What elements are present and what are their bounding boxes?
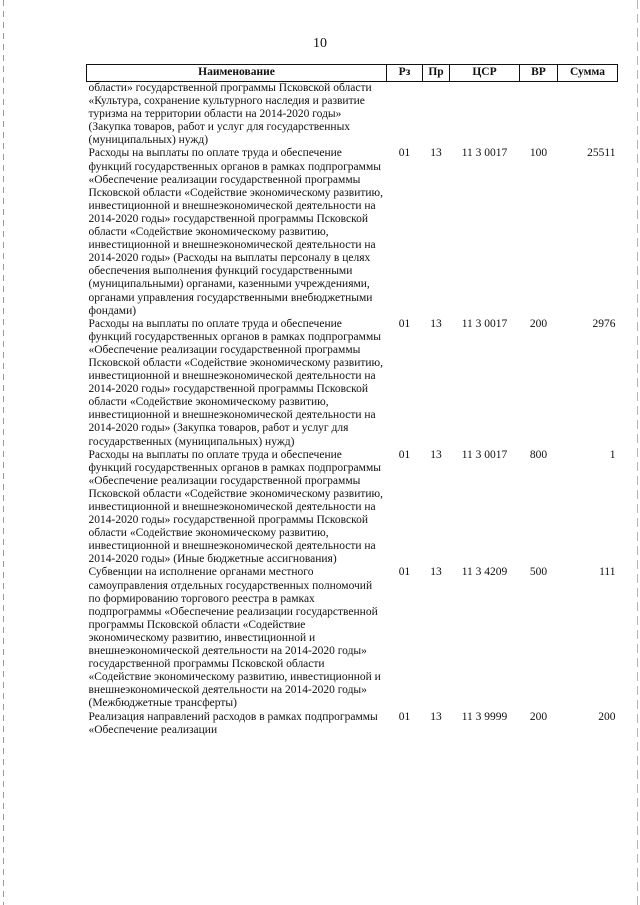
table-row bbox=[87, 147, 618, 317]
row-csr: 11 3 0017 bbox=[461, 448, 508, 461]
row-csr: 11 3 4209 bbox=[461, 566, 508, 579]
header-csr: ЦСР bbox=[450, 65, 520, 82]
table-row bbox=[87, 82, 618, 148]
row-name: Субвенции на исполнение органами местного самоуправления отдельных государственных полномочий по формированию торгового реестра в рамках подпрограммы «Обеспечение реализации государственной программы Псковской области «Содействие экономическому развитию, инвестиционной и внешнеэкономической деятельности на 2014-2020 годы» государственной программы Псковской области «Содействие экономическому развитию, инвестиционной и внешнеэкономической деятельности на 2014-2020 годы» (Межбюджетные трансферты) bbox=[88, 566, 381, 710]
scan-left-edge bbox=[3, 0, 4, 905]
row-vr: 800 bbox=[529, 448, 548, 461]
header-name: Наименование bbox=[87, 65, 387, 82]
row-rz: 01 bbox=[398, 147, 411, 160]
row-pr: 13 bbox=[430, 448, 442, 461]
header-pr: Пр bbox=[423, 65, 450, 82]
page-number: 10 bbox=[313, 36, 327, 51]
row-rz: 01 bbox=[398, 566, 411, 579]
row-pr: 13 bbox=[430, 317, 442, 330]
row-rz: 01 bbox=[398, 317, 411, 330]
table-row bbox=[87, 566, 618, 710]
row-vr: 200 bbox=[529, 317, 548, 330]
table-row bbox=[87, 711, 618, 737]
row-rz bbox=[387, 82, 423, 148]
table-row bbox=[87, 449, 618, 567]
row-name: Расходы на выплаты по оплате труда и обеспечение функций государственных органов в рамках подпрограммы «Обеспечение реализации государственной программы Псковской области «Содействие экономическому развитию, инвестиционной и внешнеэкономической деятельности на 2014-2020 годы» государственной программы Псковской области «Содействие экономическому развитию, инвестиционной и внешнеэкономической деятельности на 2014-2020 годы» (Закупка товаров, работ и услуг для государственных (муниципальных) нужд) bbox=[88, 317, 384, 448]
table-header-row bbox=[87, 65, 618, 82]
row-csr: 11 3 9999 bbox=[461, 710, 508, 723]
header-vr: ВР bbox=[520, 65, 558, 82]
row-csr: 11 3 0017 bbox=[461, 317, 508, 330]
row-sum bbox=[558, 82, 618, 148]
row-vr bbox=[520, 82, 558, 148]
row-sum: 200 bbox=[598, 710, 616, 723]
row-name: Расходы на выплаты по оплате труда и обеспечение функций государственных органов в рамках подпрограммы «Обеспечение реализации государственной программы Псковской области «Содействие экономическому развитию, инвестиционной и внешнеэкономической деятельности на 2014-2020 годы» государственной программы Псковской области «Содействие экономическому развитию, инвестиционной и внешнеэкономической деятельности на 2014-2020 годы» (Расходы на выплаты персоналу в целях обеспечения выполнения функций государственными (муниципальными) органами, казенными учреждениями, органами управления государственными внебюджетными фондами) bbox=[88, 147, 384, 317]
budget-table bbox=[86, 64, 618, 737]
scan-right-edge bbox=[637, 0, 638, 905]
row-csr: 11 3 0017 bbox=[461, 147, 508, 160]
row-sum: 1 bbox=[609, 448, 616, 461]
row-name: Расходы на выплаты по оплате труда и обеспечение функций государственных органов в рамках подпрограммы «Обеспечение реализации государственной программы Псковской области «Содействие экономическому развитию, инвестиционной и внешнеэкономической деятельности на 2014-2020 годы» государственной программы Псковской области «Содействие экономическому развитию, инвестиционной и внешнеэкономической деятельности на 2014-2020 годы» (Иные бюджетные ассигнования) bbox=[88, 448, 384, 566]
table-row bbox=[87, 318, 618, 449]
row-pr: 13 bbox=[430, 566, 442, 579]
row-rz: 01 bbox=[398, 710, 411, 723]
row-sum: 25511 bbox=[587, 147, 616, 160]
row-vr: 100 bbox=[529, 147, 548, 160]
row-vr: 200 bbox=[529, 710, 548, 723]
row-rz: 01 bbox=[398, 448, 411, 461]
header-sum: Сумма bbox=[558, 65, 618, 82]
row-name: области» государственной программы Псковской области «Культура, сохранение культурного наследия и развитие туризма на территории области на 2014-2020 годы» (Закупка товаров, работ и услуг для государственных (муниципальных) нужд) bbox=[88, 82, 372, 147]
row-sum: 2976 bbox=[592, 317, 616, 330]
row-csr bbox=[450, 82, 520, 148]
row-sum: 111 bbox=[599, 566, 616, 579]
row-pr bbox=[423, 82, 450, 148]
row-name: Реализация направлений расходов в рамках подпрограммы «Обеспечение реализации bbox=[88, 710, 378, 736]
row-vr: 500 bbox=[529, 566, 548, 579]
row-pr: 13 bbox=[430, 710, 442, 723]
header-rz: Рз bbox=[387, 65, 423, 82]
row-pr: 13 bbox=[430, 147, 442, 160]
